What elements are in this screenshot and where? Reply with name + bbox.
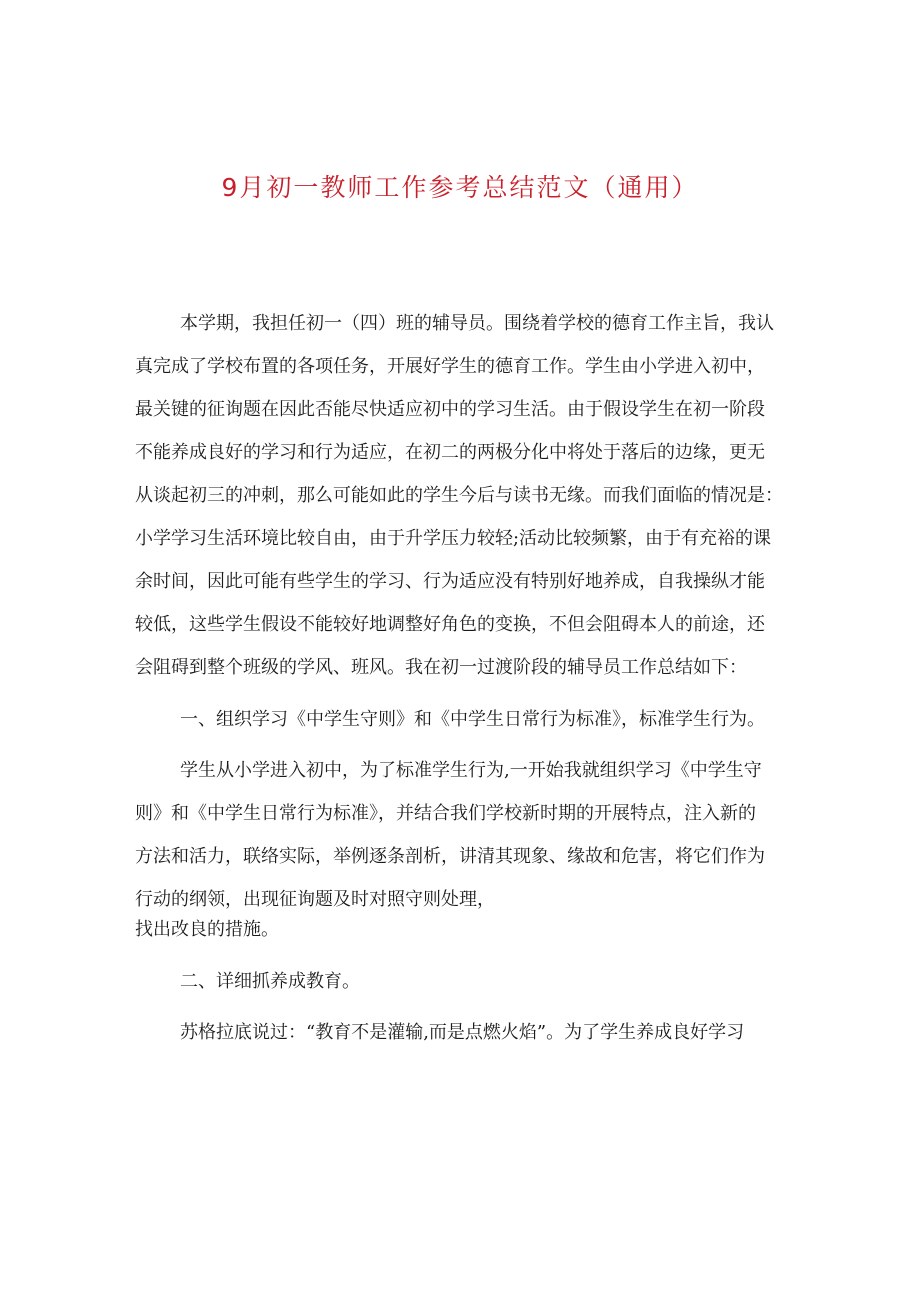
paragraph-line: 行动的纲领，出现征询题及时对照守则处理， [135,889,495,910]
paragraph-line: 找出改良的措施。 [135,919,279,940]
section-heading: 一、组织学习《中学生守则》和《中学生日常行为标准》，标准学生行为。 [180,709,765,730]
section-heading: 二、详细抓养成教育。 [180,971,360,992]
paragraph-line: 苏格拉底说过：“教育不是灌输,而是点燃火焰”。为了学生养成良好学习 [180,1022,745,1043]
paragraph-line: 学生从小学进入初中，为了标准学生行为,一开始我就组织学习《中学生守 [180,760,762,781]
paragraph-line: 方法和活力，联络实际，举例逐条剖析，讲清其现象、缘故和危害，将它们作为 [135,846,765,867]
paragraph-line: 不能养成良好的学习和行为适应，在初二的两极分化中将处于落后的边缘，更无 [135,442,765,463]
paragraph-line: 真完成了学校布置的各项任务，开展好学生的德育工作。学生由小学进入初中， [135,356,765,377]
paragraph-line: 最关键的征询题在因此否能尽快适应初中的学习生活。由于假设学生在初一阶段 [135,399,765,420]
paragraph-line: 本学期，我担任初一（四）班的辅导员。围绕着学校的德育工作主旨，我认 [180,313,774,334]
paragraph-line: 小学学习生活环境比较自由，由于升学压力较轻;活动比较频繁，由于有充裕的课 [135,528,772,549]
paragraph-line: 从谈起初三的冲刺，那么可能如此的学生今后与读书无缘。而我们面临的情况是： [135,485,783,506]
document-title: 9月初一教师工作参考总结范文（通用） [221,173,699,202]
paragraph-line: 则》和《中学生日常行为标准》，并结合我们学校新时期的开展特点，注入新的 [135,803,756,824]
paragraph-line: 较低，这些学生假设不能较好地调整好角色的变换，不但会阻碍本人的前途，还 [135,614,765,635]
paragraph-line: 会阻碍到整个班级的学风、班风。我在初一过渡阶段的辅导员工作总结如下： [135,657,747,678]
paragraph-line: 余时间，因此可能有些学生的学习、行为适应没有特别好地养成，自我操纵才能 [135,571,765,592]
